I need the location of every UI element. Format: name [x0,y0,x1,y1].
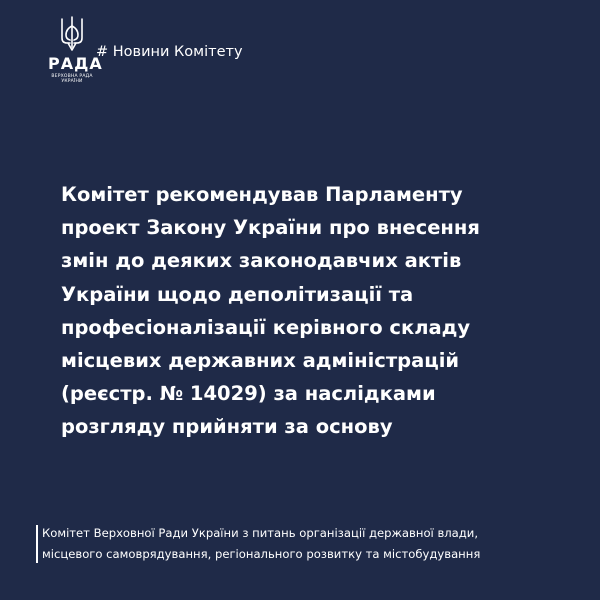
logo-subtitle-line: УКРАЇНИ [61,79,83,84]
logo-subtitle [48,74,96,84]
headline-line: проект Закону України про внесення [61,216,480,240]
headline-line: професіоналізації керівного складу [61,315,471,339]
trident-icon [58,16,86,52]
logo-wordmark: РАДА [48,54,103,73]
committee-name-line: місцевого самоврядування, регіонального розвитку та містобудування [42,547,481,561]
footer-accent-bar [36,525,38,563]
headline [61,178,541,444]
headline-line: місцевих державних адміністрацій [61,349,460,373]
headline-line: (реєстр. № 14029) за наслідками [61,382,436,406]
rada-logo [48,16,103,84]
committee-footer [36,523,596,563]
headline-line: змін до деяких законодавчих актів [61,249,462,273]
section-hashtag: # Новини Комітету [96,44,243,60]
headline-line: Комітет рекомендував Парламенту [61,183,463,206]
committee-name-line: Комітет Верховної Ради України з питань організації державної влади, [42,526,479,540]
committee-name [42,523,480,565]
logo-subtitle-line: ВЕРХОВНА РАДА [51,74,93,79]
headline-line: України щодо деполітизації та [61,282,414,306]
headline-line: розгляду прийняти за основу [61,415,393,439]
